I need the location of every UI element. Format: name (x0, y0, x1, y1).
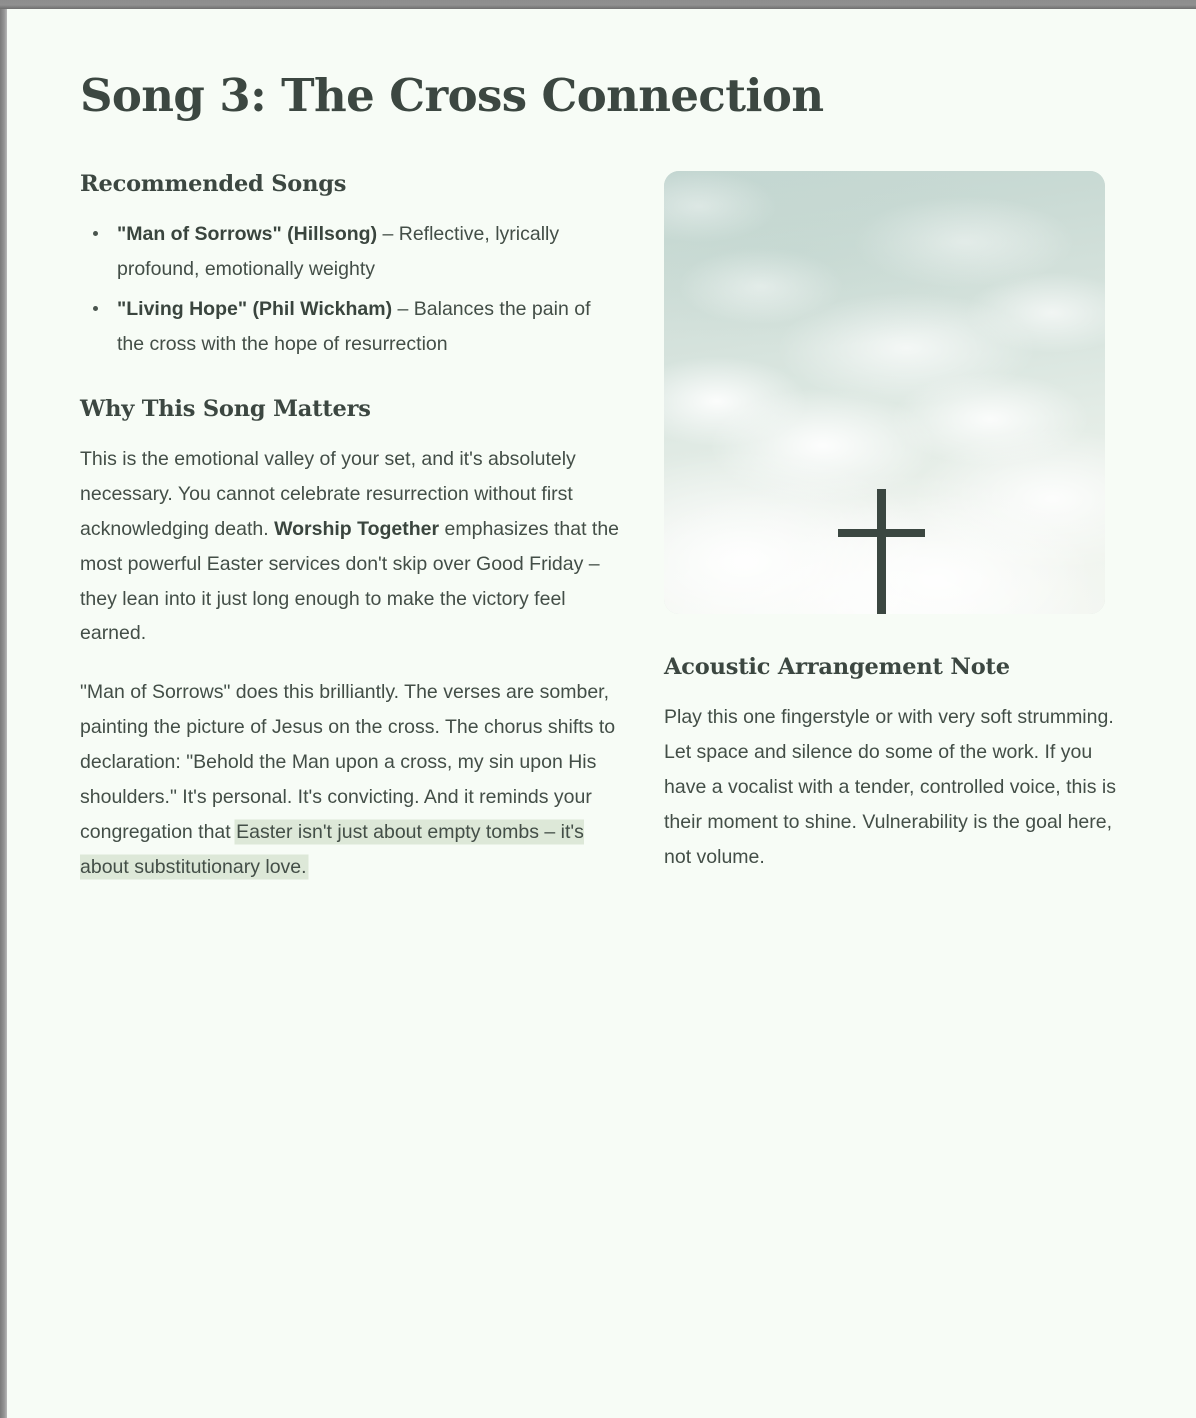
page-title: Song 3: The Cross Connection (80, 69, 824, 122)
two-column-layout (80, 171, 1136, 884)
why-paragraph-1 (80, 442, 621, 651)
paragraph-1-part-2: emphasizes that the most powerful Easter services don't skip over Good Friday – they lean into it just long enough to make the victory feel earned. (80, 517, 620, 645)
window-top-chrome (0, 0, 1196, 9)
recommended-songs-heading: Recommended Songs (80, 171, 347, 198)
acoustic-arrangement-body: Play this one fingerstyle or with very soft strumming. Let space and silence do some of the work. If you have a vocalist with a tender, controlled voice, this is their moment to shine. Vulnerability is the goal here, not volume. (664, 706, 1116, 868)
recommended-songs-list (80, 217, 621, 362)
paragraph-1-part-1: This is the emotional valley of your set, and it's absolutely necessary. You cannot celebrate resurrection without first acknowledging death. (80, 447, 576, 540)
document-content (7, 9, 1196, 885)
acoustic-arrangement-heading: Acoustic Arrangement Note (664, 654, 1010, 681)
song-description: – Reflective, lyrically profound, emotionally weighty (117, 223, 560, 281)
why-this-song-matters-heading: Why This Song Matters (80, 395, 371, 422)
bullet-icon (93, 306, 98, 311)
window-left-chrome (0, 9, 7, 1418)
worship-together-emphasis: Worship Together (274, 517, 440, 540)
list-item (80, 217, 621, 287)
left-column (80, 171, 645, 884)
bullet-icon (93, 231, 98, 236)
paragraph-2-part-1: "Man of Sorrows" does this brilliantly. The verses are somber, painting the picture of Jesus on the cross. The chorus shifts to declaration: "Behold the Man upon a cross, my sin upon His shoulders." It's personal. It's convicting. And it reminds your congregation that (80, 681, 616, 843)
cross-sky-image (664, 171, 1105, 614)
highlighted-text: Easter isn't just about empty tombs – it's about substitutionary love. (80, 820, 584, 878)
right-column (664, 171, 1124, 874)
song-description: – Balances the pain of the cross with the hope of resurrection (117, 298, 591, 356)
song-title: "Living Hope" (Phil Wickham) (117, 298, 393, 321)
song-title: "Man of Sorrows" (Hillsong) (117, 223, 378, 246)
list-item (80, 292, 621, 362)
why-paragraph-2 (80, 675, 621, 884)
document-page (7, 9, 1196, 1418)
cross-icon (877, 489, 886, 614)
